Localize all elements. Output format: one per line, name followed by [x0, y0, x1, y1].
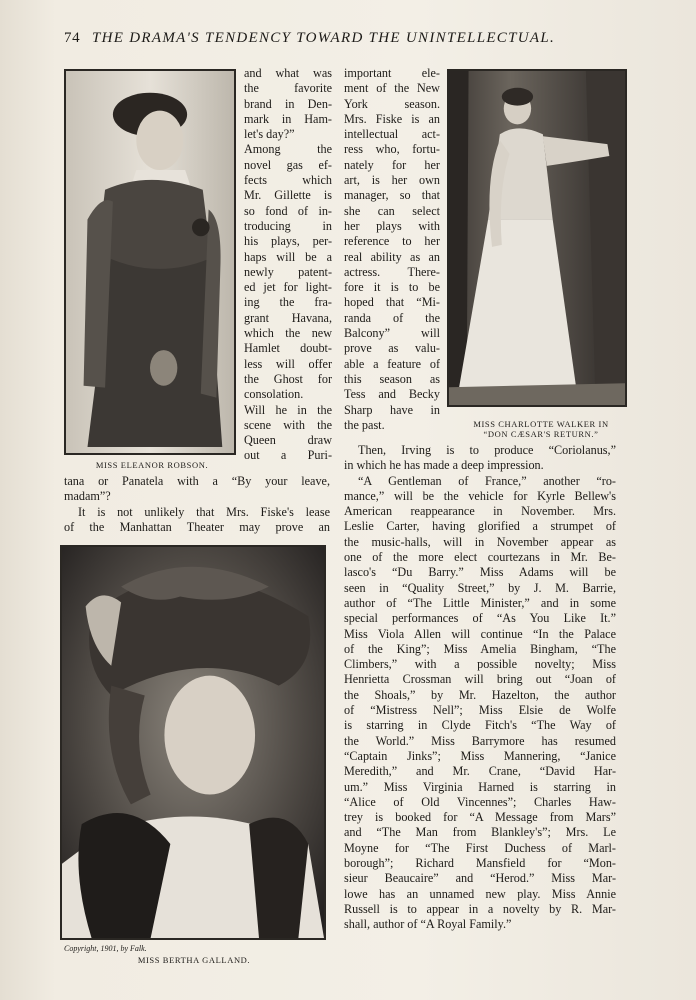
text-line: the music-halls, will in November appear as	[344, 534, 616, 549]
caption-eleanor-robson: MISS ELEANOR ROBSON.	[95, 460, 209, 470]
text-line: mark in Ham-	[244, 111, 332, 126]
text-line: is starring in Clyde Fitch's “The Way of	[344, 718, 616, 733]
text-line: randa of the	[344, 310, 440, 325]
text-line: Sharp have in	[344, 402, 440, 417]
text-line: Moyne for “The First Duchess of Marl-	[344, 840, 616, 855]
caption-bertha-galland: MISS BERTHA GALLAND.	[137, 955, 251, 965]
text-line: so fond of in-	[244, 203, 332, 218]
text-line: York season.	[344, 96, 440, 111]
caption-charlotte-walker-line2: “DON CÆSAR'S RETURN.”	[483, 429, 599, 439]
text-line: novel gas ef-	[244, 157, 332, 172]
text-line: borough”; Richard Mansfield for “Mon-	[344, 856, 616, 871]
text-line: consolation.	[244, 387, 304, 402]
text-line: ment of the New	[344, 81, 440, 96]
text-line: his plays, per-	[244, 234, 332, 249]
text-line: “A Gentleman of France,” another “ro-	[358, 473, 616, 488]
caption-charlotte-walker-line1: MISS CHARLOTTE WALKER IN	[473, 419, 609, 429]
text-line: of the King”; Miss Amelia Bingham, “The	[344, 641, 616, 656]
text-line: the Ghost for	[244, 371, 332, 386]
text-line: this season as	[344, 371, 440, 386]
text-line: and “The Man from Blankley's”; Mrs. Le	[344, 825, 616, 840]
text-line: art, is her own	[344, 173, 440, 188]
text-line: American reappearance in November. Mrs.	[344, 504, 616, 519]
text-line: less will offer	[244, 356, 332, 371]
text-line: troducing in	[244, 218, 332, 233]
text-line: Hamlet doubt-	[244, 341, 332, 356]
text-line: Mr. Gillette is	[244, 188, 332, 203]
text-line: grant Havana,	[244, 310, 332, 325]
text-line: scene with the	[244, 417, 332, 432]
text-column-middle	[244, 66, 332, 464]
text-line: ress who, fortu-	[344, 142, 440, 157]
text-line: nately for her	[344, 157, 440, 172]
text-line: Balcony” will	[344, 326, 440, 341]
text-line: “Alice of Old Vincennes”; Charles Haw-	[344, 794, 616, 809]
text-line: Henrietta Crossman will bring out “Joan of	[344, 672, 616, 687]
text-line: haps will be a	[244, 249, 332, 264]
text-line: real ability as an	[344, 249, 440, 264]
text-line: ed jet for light-	[244, 280, 332, 295]
text-line: Tess and Becky	[344, 387, 440, 402]
caption-charlotte-walker	[452, 419, 630, 439]
text-line: one of the more elect courtezans in Mr. Be-	[344, 550, 616, 565]
text-line: sieur Beaucaire” and “Herod.” Miss Mar-	[344, 871, 616, 886]
text-line: of “Mistress Nell”; Miss Elsie de Wolfe	[344, 703, 616, 718]
photo-eleanor-robson	[64, 69, 236, 455]
text-line: which the new	[244, 326, 332, 341]
text-line: of the Manhattan Theater may prove an	[64, 519, 330, 534]
text-line: she can select	[344, 203, 440, 218]
text-line: and what was	[244, 66, 332, 80]
text-line: shall, author of “A Royal Family.”	[344, 917, 512, 932]
text-line: author of “The Little Minister,” and in some	[344, 595, 616, 610]
text-line: Meredith,” and Mr. Crane, “David Har-	[344, 764, 616, 779]
text-line: out a Puri-	[244, 448, 332, 463]
text-line: in which he has made a deep impression.	[344, 458, 544, 473]
text-line: Climbers,” with a possible novelty; Miss	[344, 657, 616, 672]
text-line: lasco's “Du Barry.” Miss Adams will be	[344, 565, 616, 580]
photo-charlotte-walker	[447, 69, 627, 407]
text-line: “Captain Jinks”; Miss Mannering, “Janice	[344, 748, 616, 763]
text-line: mance,” will be the vehicle for Kyrle Bellew's	[344, 488, 616, 503]
text-line: the favorite	[244, 81, 332, 96]
text-line: special performances of “As You Like It.”	[344, 611, 616, 626]
text-line: trey is booked for “A Message from Mars”	[344, 810, 616, 825]
text-line: tana or Panatela with a “By your leave,	[64, 474, 330, 488]
text-line: hoped that “Mi-	[344, 295, 440, 310]
text-column-left-bottom	[64, 474, 330, 535]
text-line: reference to her	[344, 234, 440, 249]
text-line: Leslie Carter, having glorified a strumpet of	[344, 519, 616, 534]
text-line: Then, Irving is to produce “Coriolanus,”	[358, 443, 616, 457]
text-line: prove as valu-	[344, 341, 440, 356]
text-line: manager, so that	[344, 188, 440, 203]
text-line: the past.	[344, 417, 385, 432]
text-line: madam”?	[64, 489, 111, 504]
text-line: Mrs. Fiske is an	[344, 111, 440, 126]
text-line: Russell is to appear in a novelty by R. Mar-	[344, 901, 616, 916]
running-header	[64, 28, 664, 50]
photo-credit-bertha-galland: Copyright, 1901, by Falk.	[64, 944, 147, 953]
text-line: Miss Viola Allen will continue “In the Palace	[344, 626, 616, 641]
text-line: intellectual act-	[344, 127, 440, 142]
text-line: fore it is to be	[344, 280, 440, 295]
text-line: Queen draw	[244, 433, 332, 448]
text-line: able a feature of	[344, 356, 440, 371]
text-line: um.” Miss Virginia Harned is starring in	[344, 779, 616, 794]
text-line: newly patent-	[244, 264, 332, 279]
page-number: 74	[64, 30, 81, 46]
text-line: ing the fra-	[244, 295, 332, 310]
text-line: It is not unlikely that Mrs. Fiske's lease	[78, 504, 330, 519]
text-line: brand in Den-	[244, 96, 332, 111]
text-line: let's day?”	[244, 127, 295, 142]
text-column-right-top	[344, 66, 440, 433]
running-title: THE DRAMA'S TENDENCY TOWARD THE UNINTELLECTUAL.	[92, 30, 556, 46]
text-line: lowe has an unnamed new play. Miss Annie	[344, 886, 616, 901]
text-line: fects which	[244, 173, 332, 188]
text-line: actress. There-	[344, 264, 440, 279]
text-column-right-bottom	[344, 443, 616, 933]
text-line: Will he in the	[244, 402, 332, 417]
photo-bertha-galland	[60, 545, 326, 940]
text-line: the Shoals,” by Mr. Hazelton, the author	[344, 687, 616, 702]
text-line: the World.” Miss Barrymore has resumed	[344, 733, 616, 748]
text-line: her plays with	[344, 218, 440, 233]
text-line: Among the	[244, 142, 332, 157]
text-line: seen in “Quality Street,” by J. M. Barrie,	[344, 580, 616, 595]
text-line: important ele-	[344, 66, 440, 80]
